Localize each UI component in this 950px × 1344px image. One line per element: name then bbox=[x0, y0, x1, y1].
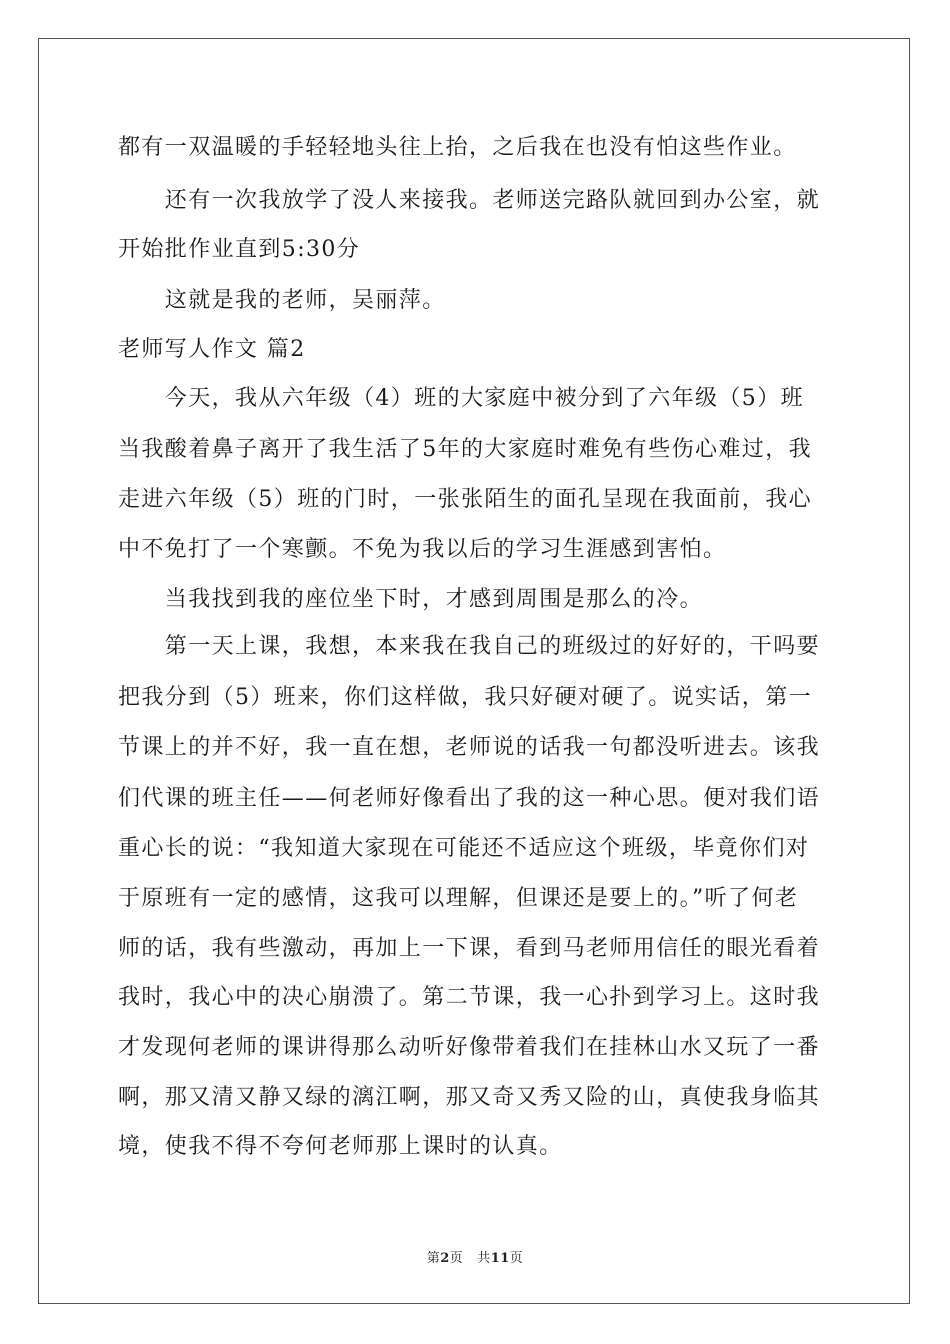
text-line: 这就是我的老师，吴丽萍。 bbox=[118, 288, 446, 313]
footer-total-suffix: 页 bbox=[509, 1251, 524, 1266]
page-border bbox=[38, 38, 910, 1304]
text-line: 都有一双温暖的手轻轻地头往上抬，之后我在也没有怕这些作业。 bbox=[118, 135, 797, 160]
text-line: 中不免打了一个寒颤。不免为我以后的学习生涯感到害怕。 bbox=[118, 537, 727, 562]
text-line: 走进六年级（5）班的门时，一张张陌生的面孔呈现在我面前，我心 bbox=[118, 487, 812, 512]
footer-total-prefix: 共 bbox=[477, 1251, 491, 1266]
footer-prefix: 第 bbox=[426, 1251, 441, 1266]
text-line: 当我酸着鼻子离开了我生活了5年的大家庭时难免有些伤心难过，我 bbox=[118, 437, 812, 462]
text-line: 我时，我心中的决心崩溃了。第二节课，我一心扑到学习上。这时我 bbox=[118, 985, 821, 1010]
text-line: 师的话，我有些激动，再加上一下课，看到马老师用信任的眼光看着 bbox=[118, 936, 821, 961]
text-line: 节课上的并不好，我一直在想，老师说的话我一句都没听进去。该我 bbox=[118, 735, 821, 760]
text-line: 重心长的说：“我知道大家现在可能还不适应这个班级，毕竟你们对 bbox=[118, 836, 810, 861]
text-line: 第一天上课，我想，本来我在我自己的班级过的好好的，干吗要 bbox=[118, 634, 821, 659]
page-number: 2 bbox=[440, 1251, 450, 1266]
text-line: 才发现何老师的课讲得那么动听好像带着我们在挂林山水又玩了一番 bbox=[118, 1035, 821, 1060]
page-footer bbox=[0, 1247, 950, 1266]
text-line: 们代课的班主任——何老师好像看出了我的这一种心思。便对我们语 bbox=[118, 786, 821, 811]
text-line: 境，使我不得不夸何老师那上课时的认真。 bbox=[118, 1134, 563, 1159]
text-line: 还有一次我放学了没人来接我。老师送完路队就回到办公室，就 bbox=[118, 188, 821, 213]
text-line: 当我找到我的座位坐下时，才感到周围是那么的冷。 bbox=[118, 587, 704, 612]
section-heading: 老师写人作文 篇2 bbox=[118, 337, 306, 362]
text-line: 啊，那又清又静又绿的漓江啊，那又奇又秀又险的山，真使我身临其 bbox=[118, 1085, 821, 1110]
text-line: 今天，我从六年级（4）班的大家庭中被分到了六年级（5）班 bbox=[118, 386, 804, 411]
text-line: 开始批作业直到5:30分 bbox=[118, 237, 361, 262]
text-line: 于原班有一定的感情，这我可以理解，但课还是要上的。”听了何老 bbox=[118, 886, 799, 911]
text-line: 把我分到（5）班来，你们这样做，我只好硬对硬了。说实话，第一 bbox=[118, 685, 812, 710]
footer-page-suffix: 页 bbox=[449, 1251, 464, 1266]
total-pages: 11 bbox=[490, 1251, 510, 1266]
